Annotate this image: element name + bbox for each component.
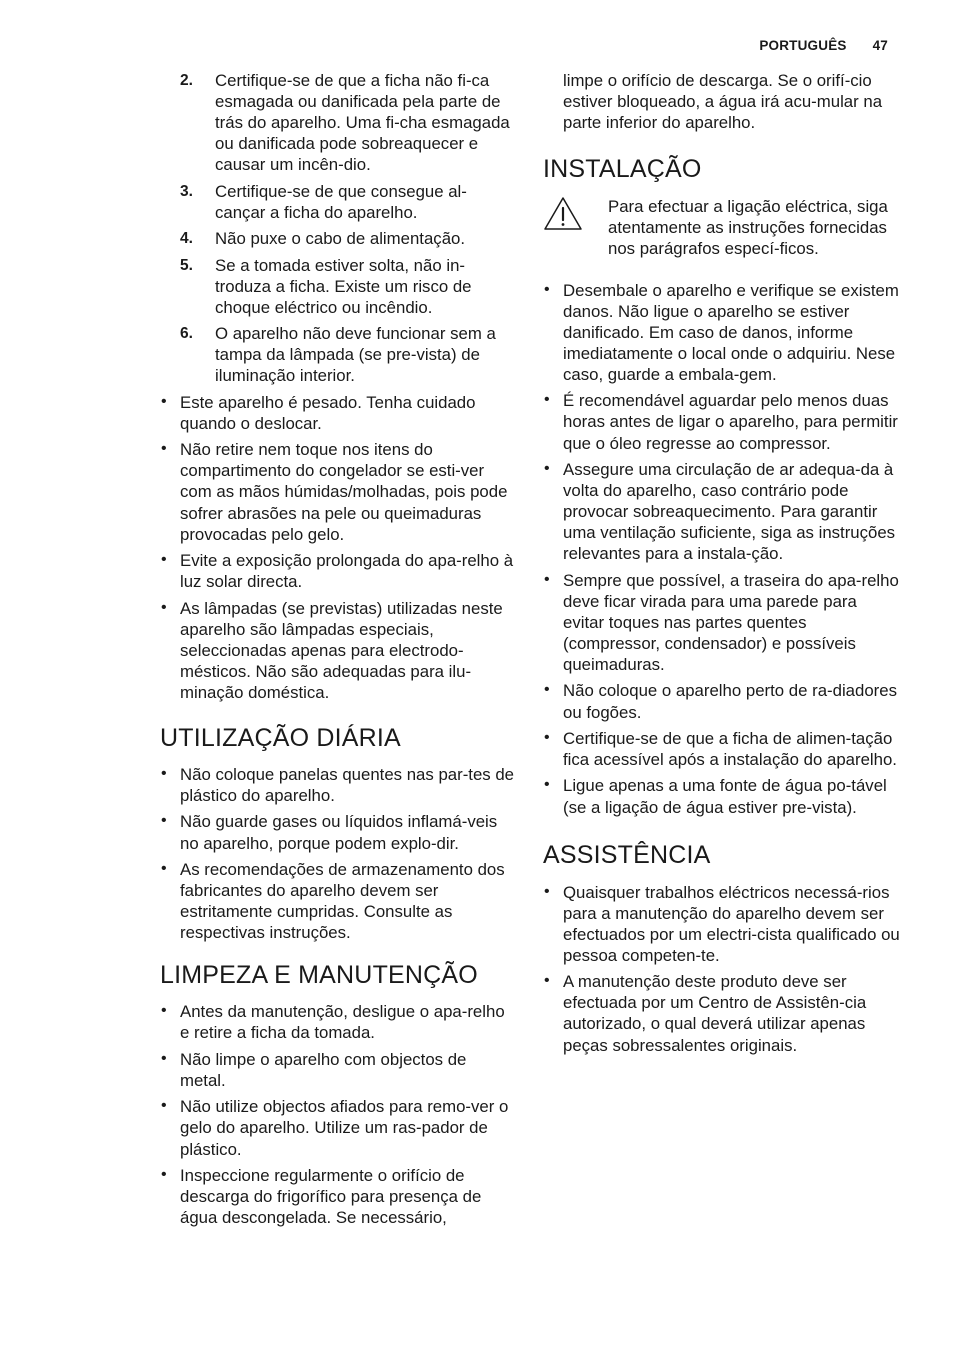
list-item	[160, 1096, 515, 1159]
bullet-icon: •	[161, 1165, 167, 1183]
item-number: 4.	[180, 230, 193, 248]
item-number: 3.	[180, 182, 193, 200]
item-text: Este aparelho é pesado. Tenha cuidado quando o deslocar.	[180, 392, 476, 433]
item-text: Sempre que possível, a traseira do apa-relho deve ficar virada para uma parede para evitar toques nas partes quentes (compressor, condensador) e possíveis queimaduras.	[563, 570, 899, 675]
list-item	[543, 680, 900, 722]
bullet-icon: •	[161, 765, 167, 782]
bullet-list	[160, 392, 515, 703]
list-item	[160, 439, 515, 544]
bullet-icon: •	[544, 570, 550, 588]
bullet-list	[160, 764, 515, 943]
page-number: 47	[872, 38, 888, 53]
item-text: Não limpe o aparelho com objectos de metal.	[180, 1049, 467, 1090]
item-text: É recomendável aguardar pelo menos duas horas antes de ligar o aparelho, para permitir que o óleo regresse ao compressor.	[563, 391, 898, 453]
list-item	[180, 70, 515, 175]
item-text: Assegure uma circulação de ar adequa-da à volta do aparelho, caso contrário pode provocar sobreaquecimento. Para garantir uma ventilação suficiente, siga as instruções relevantes para a instala-ção.	[563, 459, 896, 564]
list-item	[160, 1049, 515, 1091]
bullet-icon: •	[544, 776, 550, 794]
list-item	[160, 764, 515, 806]
right-column	[543, 70, 900, 1061]
bullet-icon: •	[161, 1097, 167, 1115]
item-text: Não retire nem toque nos itens do compartimento do congelador se esti-ver com as mãos húmidas/molhadas, pois pode sofrer abrasões na pele ou queimaduras provocadas pelo gelo.	[180, 440, 508, 544]
bullet-icon: •	[544, 882, 550, 900]
item-text: Evite a exposição prolongada do apa-relho à luz solar directa.	[180, 551, 514, 592]
section-title-installation: INSTALAÇÃO	[543, 155, 702, 184]
bullet-icon: •	[544, 728, 550, 746]
language-label: PORTUGUÊS	[759, 38, 847, 53]
item-text: Não puxe o cabo de alimentação.	[215, 229, 466, 249]
list-item	[543, 390, 900, 453]
item-text: Certifique-se de que consegue al-cançar a ficha do aparelho.	[215, 181, 467, 222]
bullet-icon: •	[161, 1049, 167, 1067]
list-item	[543, 775, 900, 817]
item-text: Se a tomada estiver solta, não in-troduza a ficha. Existe um risco de choque eléctrico ou incêndio.	[215, 255, 472, 317]
page-header	[759, 38, 888, 53]
bullet-icon: •	[544, 459, 550, 477]
item-number: 2.	[180, 72, 193, 89]
section-title-cleaning: LIMPEZA E MANUTENÇÃO	[160, 961, 478, 990]
list-item	[543, 570, 900, 675]
left-column	[160, 70, 515, 1233]
item-text: Não coloque o aparelho perto de ra-diadores ou fogões.	[563, 681, 897, 722]
bullet-icon: •	[161, 812, 167, 830]
continued-paragraph: limpe o orifício de descarga. Se o orifí-cio estiver bloqueado, a água irá acu-mular na parte inferior do aparelho.	[563, 71, 883, 133]
bullet-icon: •	[544, 681, 550, 699]
item-text: Ligue apenas a uma fonte de água po-tável (se a ligação de água estiver pre-vista).	[563, 776, 887, 817]
item-number: 5.	[180, 256, 193, 274]
list-item	[160, 859, 515, 943]
item-text: As recomendações de armazenamento dos fabricantes do aparelho devem ser estritamente cumpridas. Consulte as respectivas instruções.	[180, 859, 505, 943]
list-item	[180, 228, 515, 249]
section-title-daily-use: UTILIZAÇÃO DIÁRIA	[160, 724, 401, 752]
item-text: Quaisquer trabalhos eléctricos necessá-rios para a manutenção do aparelho devem ser efectuados por um electri-cista qualificado ou pessoa competen-te.	[563, 882, 900, 965]
list-item	[543, 728, 900, 770]
list-item	[160, 811, 515, 853]
bullet-list	[543, 280, 900, 818]
bullet-icon: •	[161, 440, 167, 458]
list-item	[180, 181, 515, 223]
item-text: O aparelho não deve funcionar sem a tampa da lâmpada (se pre-vista) de iluminação interior.	[215, 324, 496, 386]
list-item	[180, 323, 515, 386]
bullet-icon: •	[544, 391, 550, 409]
item-text: Certifique-se de que a ficha não fi-ca esmagada ou danificada pela parte de trás do aparelho. Uma fi-cha esmagada ou danificada pode sobreaquecer e causar um incên-dio.	[215, 71, 510, 175]
bullet-icon: •	[161, 598, 167, 616]
bullet-icon: •	[544, 972, 550, 990]
list-item	[160, 550, 515, 592]
item-text: Não coloque panelas quentes nas par-tes de plástico do aparelho.	[180, 765, 514, 806]
list-item	[543, 459, 900, 564]
item-text: Não guarde gases ou líquidos inflamá-veis no aparelho, porque podem explo-dir.	[180, 812, 498, 853]
item-text: As lâmpadas (se previstas) utilizadas neste aparelho são lâmpadas especiais, seleccionadas apenas para electrodo-mésticos. Não são adequadas para ilu-minação doméstica.	[180, 598, 503, 702]
warning-triangle-icon	[543, 196, 583, 237]
bullet-list	[543, 882, 900, 1056]
list-item	[543, 280, 900, 385]
item-text: Inspeccione regularmente o orifício de descarga do frigorífico para presença de água descongelada. Se necessário,	[180, 1165, 482, 1228]
bullet-icon: •	[544, 280, 550, 298]
warning-box	[543, 196, 900, 259]
list-item	[180, 255, 515, 318]
item-text: Desembale o aparelho e verifique se existem danos. Não ligue o aparelho se estiver danificado. Em caso de danos, informe imediatamente o local onde o adquiriu. Nese caso, guarde a embala-gem.	[563, 280, 899, 384]
warning-text: Para efectuar a ligação eléctrica, siga atentamente as instruções fornecidas nos parágrafos especí-ficos.	[608, 197, 888, 259]
item-text: Certifique-se de que a ficha de alimen-tação fica acessível após a instalação do aparelho.	[563, 728, 897, 770]
item-text: Não utilize objectos afiados para remo-ver o gelo do aparelho. Utilize um ras-pador de plástico.	[180, 1097, 509, 1159]
numbered-list	[180, 70, 515, 387]
list-item	[543, 971, 900, 1055]
section-title-service: ASSISTÊNCIA	[543, 840, 711, 869]
list-item	[160, 392, 515, 434]
list-item	[160, 1001, 515, 1043]
bullet-icon: •	[161, 859, 167, 877]
list-item	[160, 598, 515, 703]
item-number: 6.	[180, 325, 193, 343]
list-item	[543, 882, 900, 966]
bullet-icon: •	[161, 1002, 167, 1020]
bullet-list	[160, 1001, 515, 1228]
item-text: Antes da manutenção, desligue o apa-relho e retire a ficha da tomada.	[180, 1002, 505, 1043]
bullet-icon: •	[161, 551, 167, 569]
bullet-icon: •	[161, 392, 167, 410]
item-text: A manutenção deste produto deve ser efectuada por um Centro de Assistên-cia autorizado, o qual deverá utilizar apenas peças sobressalentes originais.	[563, 972, 867, 1055]
list-item	[160, 1165, 515, 1228]
